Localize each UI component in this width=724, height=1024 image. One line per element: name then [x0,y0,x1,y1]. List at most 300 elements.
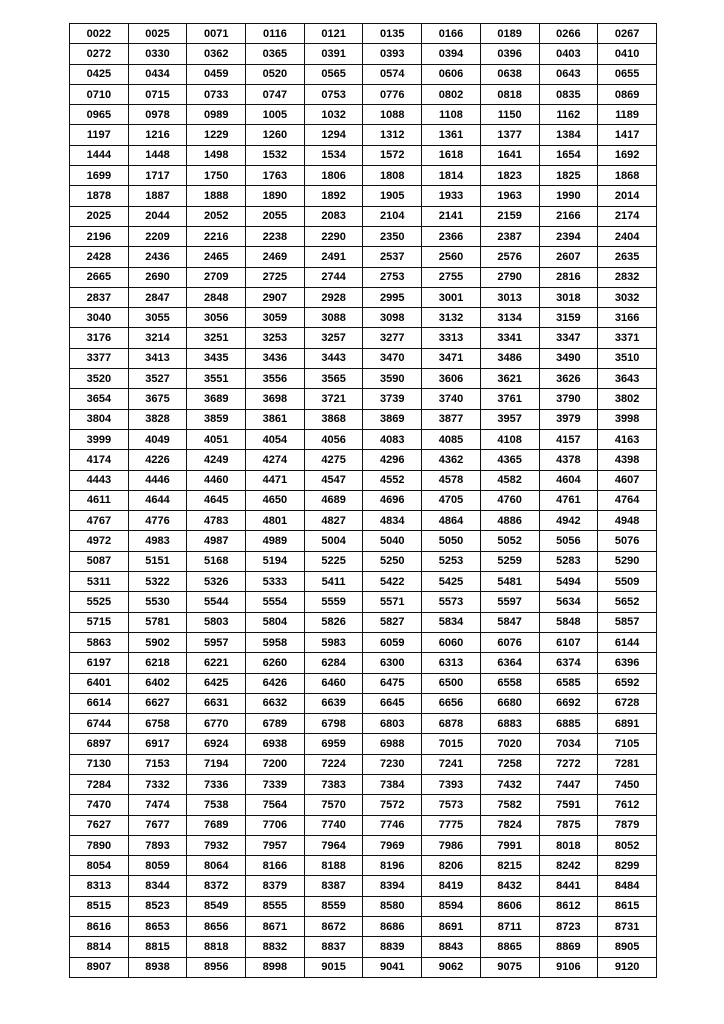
table-cell: 0710 [70,84,129,104]
table-cell: 7474 [128,795,187,815]
table-cell: 4471 [246,470,305,490]
table-cell: 8656 [187,917,246,937]
table-row [70,490,657,510]
table-cell: 7230 [363,754,422,774]
table-cell: 0818 [480,84,539,104]
table-cell: 6656 [422,693,481,713]
table-row [70,815,657,835]
table-cell: 4547 [304,470,363,490]
table-cell: 8723 [539,917,598,937]
table-cell: 7447 [539,774,598,794]
table-cell: 0272 [70,44,129,64]
table-cell: 7281 [598,754,657,774]
table-cell: 7194 [187,754,246,774]
table-cell: 1088 [363,105,422,125]
table-cell: 1814 [422,166,481,186]
table-cell: 3957 [480,409,539,429]
table-cell: 9075 [480,957,539,977]
table-cell: 2744 [304,267,363,287]
table-cell: 6313 [422,653,481,673]
table-row [70,937,657,957]
table-cell: 6374 [539,653,598,673]
table-cell: 6631 [187,693,246,713]
table-row [70,835,657,855]
table-cell: 7241 [422,754,481,774]
table-cell: 4776 [128,511,187,531]
table-cell: 2907 [246,287,305,307]
table-cell: 5050 [422,531,481,551]
table-cell: 7893 [128,835,187,855]
table-cell: 4650 [246,490,305,510]
table-row [70,896,657,916]
table-cell: 4705 [422,490,481,510]
table-cell: 3490 [539,348,598,368]
table-row [70,389,657,409]
table-cell: 3313 [422,328,481,348]
table-cell: 0135 [363,24,422,44]
table-cell: 6798 [304,714,363,734]
table-cell: 1618 [422,145,481,165]
table-cell: 2209 [128,226,187,246]
table-cell: 0330 [128,44,187,64]
table-cell: 6883 [480,714,539,734]
table-cell: 2366 [422,226,481,246]
table-cell: 0267 [598,24,657,44]
table-cell: 8616 [70,917,129,937]
table-cell: 5194 [246,551,305,571]
table-cell: 3590 [363,369,422,389]
table-cell: 6426 [246,673,305,693]
table-cell: 4689 [304,490,363,510]
table-cell: 4054 [246,429,305,449]
table-cell: 5087 [70,551,129,571]
table-cell: 5481 [480,572,539,592]
table-cell: 0071 [187,24,246,44]
table-cell: 6891 [598,714,657,734]
table-cell: 1806 [304,166,363,186]
table-cell: 8387 [304,876,363,896]
table-cell: 4578 [422,470,481,490]
table-cell: 3018 [539,287,598,307]
table-cell: 0606 [422,64,481,84]
table-cell: 2995 [363,287,422,307]
table-cell: 8691 [422,917,481,937]
table-cell: 5333 [246,572,305,592]
table-cell: 7677 [128,815,187,835]
table-cell: 4767 [70,511,129,531]
table-cell: 2350 [363,226,422,246]
table-cell: 7890 [70,835,129,855]
table-cell: 7284 [70,774,129,794]
table-cell: 4274 [246,450,305,470]
table-cell: 4696 [363,490,422,510]
table-cell: 2635 [598,247,657,267]
table-row [70,247,657,267]
table-cell: 0643 [539,64,598,84]
table-cell: 2166 [539,206,598,226]
table-cell: 1294 [304,125,363,145]
table-cell: 7582 [480,795,539,815]
table-row [70,531,657,551]
table-cell: 8515 [70,896,129,916]
table-cell: 4989 [246,531,305,551]
table-row [70,287,657,307]
table-cell: 7034 [539,734,598,754]
table-cell: 0776 [363,84,422,104]
table-cell: 6500 [422,673,481,693]
table-cell: 1933 [422,186,481,206]
table-cell: 5411 [304,572,363,592]
table-cell: 3176 [70,328,129,348]
table-row [70,328,657,348]
table-cell: 4056 [304,429,363,449]
table-cell: 7470 [70,795,129,815]
table-cell: 1260 [246,125,305,145]
table-cell: 8344 [128,876,187,896]
table-cell: 3626 [539,369,598,389]
table-cell: 3001 [422,287,481,307]
table-cell: 7258 [480,754,539,774]
table-cell: 8555 [246,896,305,916]
table-row [70,308,657,328]
table-cell: 4604 [539,470,598,490]
table-cell: 6218 [128,653,187,673]
table-cell: 8905 [598,937,657,957]
table-cell: 8606 [480,896,539,916]
table-cell: 3877 [422,409,481,429]
table-row [70,186,657,206]
table-cell: 5554 [246,592,305,612]
table-cell: 6592 [598,673,657,693]
table-cell: 7432 [480,774,539,794]
table-cell: 6645 [363,693,422,713]
table-cell: 7986 [422,835,481,855]
table-cell: 6803 [363,714,422,734]
table-cell: 5056 [539,531,598,551]
table-cell: 6614 [70,693,129,713]
table-cell: 4552 [363,470,422,490]
table-cell: 4049 [128,429,187,449]
table-row [70,592,657,612]
table-row [70,348,657,368]
table-row [70,714,657,734]
table-cell: 3214 [128,328,187,348]
table-cell: 4801 [246,511,305,531]
table-cell: 0638 [480,64,539,84]
table-cell: 4760 [480,490,539,510]
table-cell: 3869 [363,409,422,429]
table-cell: 8686 [363,917,422,937]
table-cell: 3790 [539,389,598,409]
table-cell: 0520 [246,64,305,84]
table-cell: 6878 [422,714,481,734]
table-cell: 8832 [246,937,305,957]
table-cell: 3859 [187,409,246,429]
table-cell: 7130 [70,754,129,774]
table-cell: 0393 [363,44,422,64]
table-row [70,856,657,876]
table-cell: 1878 [70,186,129,206]
table-cell: 5559 [304,592,363,612]
table-cell: 3257 [304,328,363,348]
table-cell: 1197 [70,125,129,145]
table-cell: 0565 [304,64,363,84]
table-cell: 3698 [246,389,305,409]
table-cell: 8206 [422,856,481,876]
table-cell: 7564 [246,795,305,815]
table-cell: 9120 [598,957,657,977]
table-cell: 5509 [598,572,657,592]
table-cell: 1808 [363,166,422,186]
table-cell: 1825 [539,166,598,186]
table-cell: 5803 [187,612,246,632]
table-cell: 8869 [539,937,598,957]
table-cell: 4365 [480,450,539,470]
table-cell: 4783 [187,511,246,531]
table-cell: 7105 [598,734,657,754]
table-row [70,673,657,693]
table-cell: 1229 [187,125,246,145]
table-cell: 2238 [246,226,305,246]
table-cell: 2465 [187,247,246,267]
table-cell: 4764 [598,490,657,510]
table-cell: 2159 [480,206,539,226]
table-cell: 1312 [363,125,422,145]
table-cell: 3032 [598,287,657,307]
table-cell: 7339 [246,774,305,794]
table-row [70,957,657,977]
table-cell: 1534 [304,145,363,165]
table-cell: 4362 [422,450,481,470]
table-cell: 1032 [304,105,363,125]
table-cell: 0802 [422,84,481,104]
table-cell: 3565 [304,369,363,389]
table-cell: 2537 [363,247,422,267]
table-cell: 7740 [304,815,363,835]
table-cell: 3721 [304,389,363,409]
table-cell: 8523 [128,896,187,916]
table-cell: 6639 [304,693,363,713]
table-cell: 5259 [480,551,539,571]
table-cell: 8612 [539,896,598,916]
table-cell: 6924 [187,734,246,754]
table-cell: 0869 [598,84,657,104]
table-cell: 1890 [246,186,305,206]
table-cell: 7272 [539,754,598,774]
table-cell: 6959 [304,734,363,754]
table-cell: 6585 [539,673,598,693]
table-cell: 1384 [539,125,598,145]
table-cell: 8653 [128,917,187,937]
table-cell: 1654 [539,145,598,165]
table-cell: 7332 [128,774,187,794]
table-cell: 1888 [187,186,246,206]
table-cell: 6401 [70,673,129,693]
table-cell: 2607 [539,247,598,267]
table-cell: 8419 [422,876,481,896]
table-cell: 6632 [246,693,305,713]
table-cell: 0394 [422,44,481,64]
table-cell: 3510 [598,348,657,368]
table-cell: 4446 [128,470,187,490]
table-cell: 3435 [187,348,246,368]
table-cell: 8242 [539,856,598,876]
table-cell: 8215 [480,856,539,876]
table-cell: 2083 [304,206,363,226]
table-row [70,409,657,429]
table-cell: 1572 [363,145,422,165]
table-cell: 2848 [187,287,246,307]
table-cell: 6059 [363,632,422,652]
table-cell: 3166 [598,308,657,328]
table-cell: 2576 [480,247,539,267]
table-cell: 4085 [422,429,481,449]
table-cell: 3689 [187,389,246,409]
table-cell: 3828 [128,409,187,429]
table-cell: 4948 [598,511,657,531]
table-row [70,429,657,449]
table-cell: 5250 [363,551,422,571]
table-cell: 1108 [422,105,481,125]
table-cell: 8865 [480,937,539,957]
table-cell: 7991 [480,835,539,855]
table-cell: 0978 [128,105,187,125]
table-cell: 3761 [480,389,539,409]
table-cell: 3999 [70,429,129,449]
table-cell: 2832 [598,267,657,287]
table-cell: 3471 [422,348,481,368]
table-cell: 1641 [480,145,539,165]
table-cell: 1887 [128,186,187,206]
table-cell: 5634 [539,592,598,612]
table-row [70,572,657,592]
table-cell: 4398 [598,450,657,470]
table-cell: 1417 [598,125,657,145]
table-cell: 2174 [598,206,657,226]
table-cell: 2753 [363,267,422,287]
table-cell: 4972 [70,531,129,551]
table-cell: 2491 [304,247,363,267]
table-cell: 0391 [304,44,363,64]
table-cell: 0715 [128,84,187,104]
table-cell: 4582 [480,470,539,490]
table-cell: 3159 [539,308,598,328]
table-cell: 7224 [304,754,363,774]
table-row [70,226,657,246]
table-cell: 4644 [128,490,187,510]
table-cell: 7627 [70,815,129,835]
table-cell: 3470 [363,348,422,368]
table-cell: 4083 [363,429,422,449]
table-cell: 5494 [539,572,598,592]
table-cell: 5530 [128,592,187,612]
table-cell: 3341 [480,328,539,348]
table-cell: 0835 [539,84,598,104]
table-cell: 6558 [480,673,539,693]
table-cell: 4275 [304,450,363,470]
table-cell: 2847 [128,287,187,307]
table-cell: 1763 [246,166,305,186]
table-cell: 6770 [187,714,246,734]
table-cell: 7572 [363,795,422,815]
table-cell: 1905 [363,186,422,206]
table-cell: 6221 [187,653,246,673]
table-cell: 0989 [187,105,246,125]
table-cell: 1448 [128,145,187,165]
table-cell: 7964 [304,835,363,855]
table-cell: 2216 [187,226,246,246]
table-cell: 1150 [480,105,539,125]
table-cell: 0189 [480,24,539,44]
table-cell: 4886 [480,511,539,531]
table-row [70,24,657,44]
table-cell: 6627 [128,693,187,713]
table-cell: 8672 [304,917,363,937]
table-cell: 2141 [422,206,481,226]
table-cell: 6396 [598,653,657,673]
table-cell: 6758 [128,714,187,734]
table-cell: 7200 [246,754,305,774]
table-cell: 7393 [422,774,481,794]
table-cell: 0965 [70,105,129,125]
table-cell: 5076 [598,531,657,551]
table-cell: 4157 [539,429,598,449]
table-cell: 5425 [422,572,481,592]
table-cell: 7612 [598,795,657,815]
table-cell: 8549 [187,896,246,916]
table-cell: 5983 [304,632,363,652]
table-cell: 3739 [363,389,422,409]
table-cell: 8059 [128,856,187,876]
table-cell: 0655 [598,64,657,84]
table-cell: 4827 [304,511,363,531]
table-cell: 4051 [187,429,246,449]
table-cell: 3436 [246,348,305,368]
table-cell: 8166 [246,856,305,876]
table-cell: 4249 [187,450,246,470]
table-cell: 4108 [480,429,539,449]
table-cell: 7824 [480,815,539,835]
table-cell: 5652 [598,592,657,612]
table-cell: 2196 [70,226,129,246]
table-cell: 5322 [128,572,187,592]
table-cell: 5040 [363,531,422,551]
table-cell: 2709 [187,267,246,287]
table-row [70,369,657,389]
table-cell: 2104 [363,206,422,226]
table-cell: 4864 [422,511,481,531]
table-cell: 7689 [187,815,246,835]
table-row [70,774,657,794]
table-cell: 7746 [363,815,422,835]
table-cell: 7153 [128,754,187,774]
table-cell: 7384 [363,774,422,794]
table-cell: 2428 [70,247,129,267]
table-cell: 5848 [539,612,598,632]
table-cell: 1868 [598,166,657,186]
table-cell: 5225 [304,551,363,571]
table-cell: 7706 [246,815,305,835]
table-cell: 8313 [70,876,129,896]
table-cell: 5863 [70,632,129,652]
table-cell: 3520 [70,369,129,389]
table-cell: 5525 [70,592,129,612]
table-cell: 8580 [363,896,422,916]
table-cell: 8814 [70,937,129,957]
table-cell: 8839 [363,937,422,957]
table-row [70,470,657,490]
table-cell: 6988 [363,734,422,754]
